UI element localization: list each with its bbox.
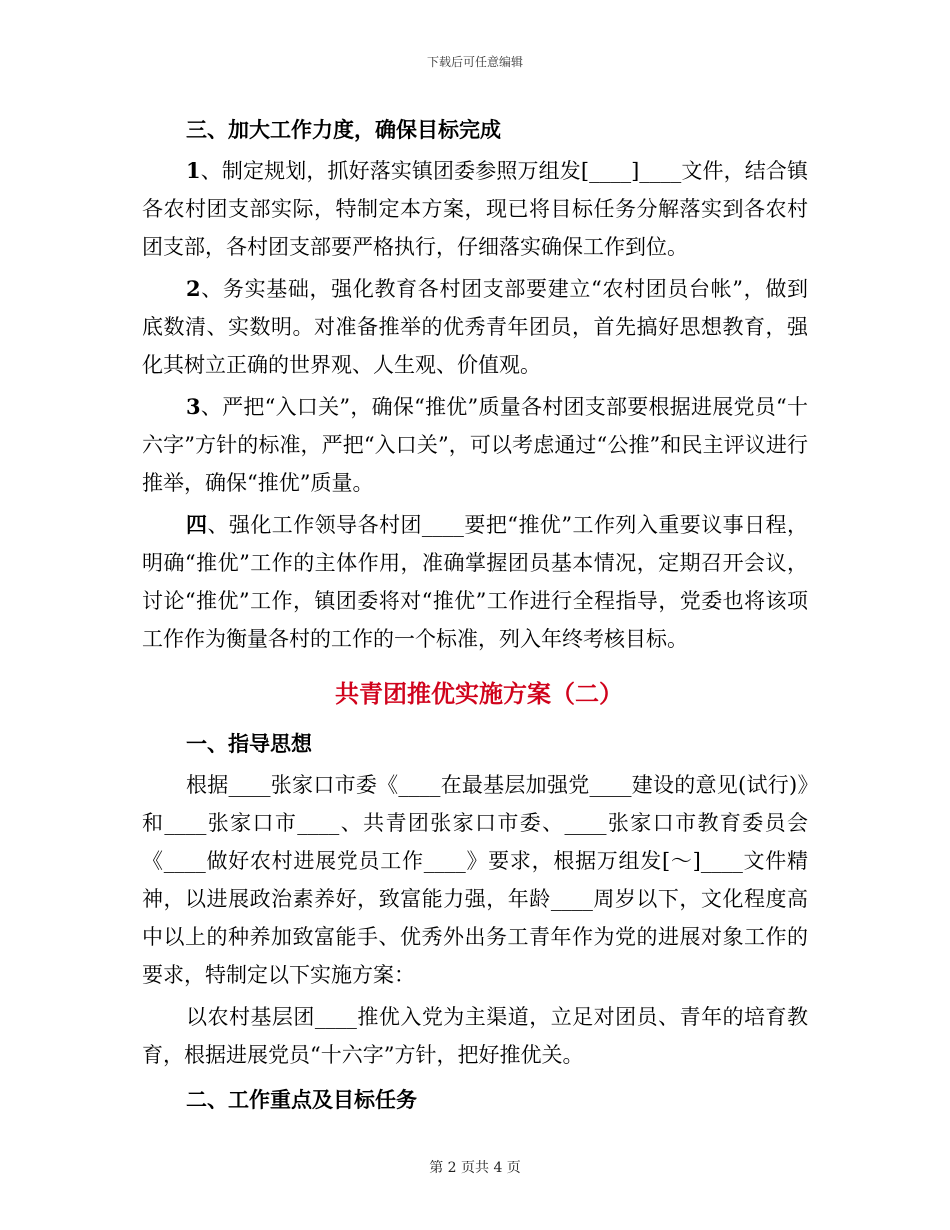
item-number: 2 — [186, 276, 201, 301]
paragraph-item-1 — [142, 152, 808, 266]
paragraph-item-3 — [142, 388, 808, 502]
section-heading-2: 二、工作重点及目标任务 — [186, 1087, 417, 1112]
section-heading-1: 一、指导思想 — [186, 731, 312, 756]
item-text: 、严把“入口关”，确保“推优”质量各村团支部要根据进展党员“十六字”方针的标准，严把“入口关”，可以考虑通过“公推”和民主评议进行推举，确保“推优”质量。 — [142, 395, 808, 495]
paragraph: 根据____张家口市委《____在最基层加强党____建设的意见(试行)》和____张家口市____、共青团张家口市委、____张家口市教育委员会《____做好农村进展党员工作____》要求，根据万组发[～]____文件精神，以进展政治素养好，致富能力强，年龄____周岁以下，文化程度高中以上的种养加致富能手、优秀外出务工青年作为党的进展对象工作的要求，特制定以下实施方案： — [142, 773, 808, 987]
page-header: 下载后可任意编辑 — [426, 55, 523, 69]
paragraph-item-4 — [142, 506, 808, 658]
item-number: 3 — [186, 394, 201, 419]
item-text: 、强化工作领导各村团____要把“推优”工作列入重要议事日程，明确“推优”工作的主体作用，准确掌握团员基本情况，定期召开会议，讨论“推优”工作，镇团委将对“推优”工作进行全程指导，党委也将该项工作作为衡量各村的工作的一个标准，列入年终考核目标。 — [142, 513, 808, 651]
page-footer: 第 2 页共 4 页 — [429, 1160, 521, 1176]
document-body — [142, 108, 808, 1122]
item-number: 四 — [186, 512, 208, 537]
item-text: 、务实基础，强化教育各村团支部要建立“农村团员台帐”，做到底数清、实数明。对准备推举的优秀青年团员，首先搞好思想教育，强化其树立正确的世界观、人生观、价值观。 — [142, 277, 808, 377]
paragraph: 以农村基层团____推优入党为主渠道，立足对团员、青年的培育教育，根据进展党员“十六字”方针，把好推优关。 — [142, 1005, 808, 1067]
document-title: 共青团推优实施方案（二） — [335, 679, 623, 708]
item-text: 、制定规划，抓好落实镇团委参照万组发[____]____文件，结合镇各农村团支部实际，特制定本方案，现已将目标任务分解落实到各农村团支部，各村团支部要严格执行，仔细落实确保工作到位。 — [142, 159, 808, 259]
item-number: 1 — [186, 158, 201, 183]
section-heading-3: 三、加大工作力度，确保目标完成 — [186, 117, 501, 142]
paragraph-item-2 — [142, 270, 808, 384]
